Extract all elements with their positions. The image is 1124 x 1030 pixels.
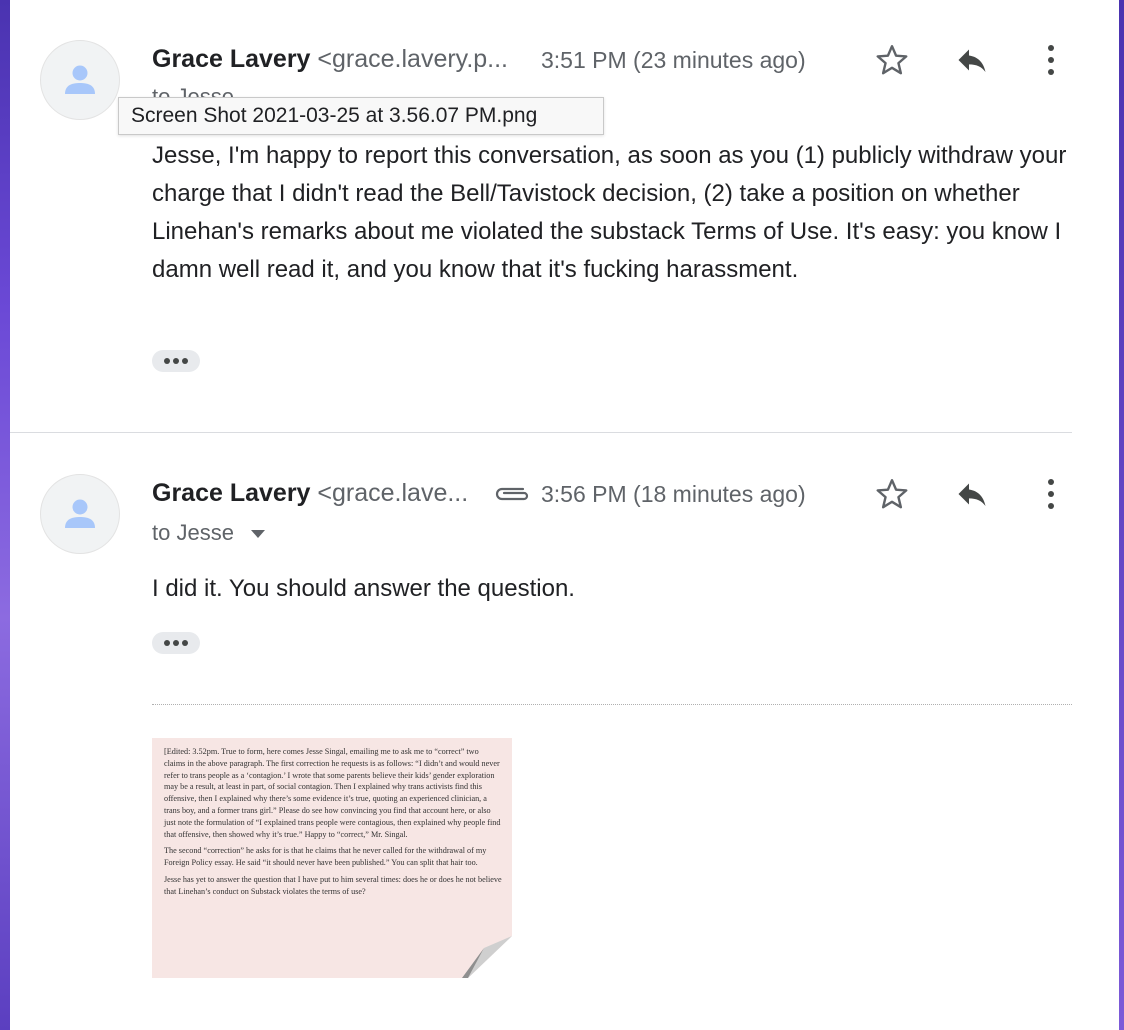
attachment-separator (152, 704, 1072, 705)
reply-icon (954, 42, 990, 78)
more-vert-icon (1046, 478, 1056, 510)
reply-button[interactable] (950, 38, 994, 82)
window-edge-left (0, 0, 10, 1030)
message-time: 3:51 PM (23 minutes ago) (541, 47, 806, 73)
more-vert-icon (1046, 44, 1056, 76)
star-icon (874, 476, 910, 512)
more-options-button[interactable] (1029, 38, 1073, 82)
message-body: Jesse, I'm happy to report this conversation, as soon as you (1) publicly withdraw your charge that I didn't read the Bell/Tavistock decision, (2) take a position on whether Linehan's remarks about me violated the substack Terms of Use. It's easy: you know I damn well read it, and you know that it's fucking harassment. (152, 142, 1067, 283)
reply-icon (954, 476, 990, 512)
show-trimmed-content-button[interactable] (152, 632, 200, 654)
paperclip-icon (493, 483, 531, 505)
email-thread-pane (10, 0, 1119, 1030)
message-divider (10, 432, 1072, 433)
preview-paragraph-3: Jesse has yet to answer the question that I have put to him several times: does he or does he not believe that Linehan’s conduct on Substack violates the terms of use? (164, 874, 502, 896)
sender[interactable] (152, 45, 508, 74)
attachment-indicator (490, 472, 534, 516)
sender-name: Grace Lavery (152, 479, 311, 507)
attachment-tooltip: Screen Shot 2021-03-25 at 3.56.07 PM.png (118, 97, 604, 135)
preview-paragraph-1: [Edited: 3.52pm. True to form, here comes Jesse Singal, emailing me to ask me to “correct” two claims in the above paragraph. The first correction he requests is as follows: “I didn’t and would never refer to trans people as a ‘contagion.’ I wrote that some parents believe their kids’ gender exploration may be a result, at least in part, of social contagion. Then I explained why trans activists find this offensive, then I explained why there’s some evidence it’s true, quoting an experienced clinician, a trans boy, and a former trans girl.” Please do see how convincing you find that account here, or also just note the formulation of “I explained trans people were contagious, then explained why people find that offensive, then showed why it’s true.” Happy to “correct,” Mr. Singal. (164, 747, 501, 839)
show-trimmed-content-button[interactable] (152, 350, 200, 372)
attachment-thumbnail[interactable] (152, 738, 512, 978)
person-icon (60, 60, 100, 100)
message-time: 3:56 PM (18 minutes ago) (541, 481, 806, 507)
star-icon (874, 42, 910, 78)
sender-name: Grace Lavery (152, 45, 311, 73)
sender-address: <grace.lavery.p... (317, 45, 509, 73)
star-button[interactable] (870, 38, 914, 82)
person-icon (60, 494, 100, 534)
avatar[interactable] (40, 40, 120, 120)
avatar[interactable] (40, 474, 120, 554)
recipient-text: to Jesse (152, 520, 234, 545)
star-button[interactable] (870, 472, 914, 516)
message-body: I did it. You should answer the question. (152, 575, 575, 602)
preview-paragraph-2: The second “correction” he asks for is that he claims that he never called for the withdrawal of my Foreign Policy essay. He said “it should never have been published.” You can split that hair too. (164, 846, 487, 868)
more-options-button[interactable] (1029, 472, 1073, 516)
recipient-line[interactable] (152, 520, 266, 546)
window-edge-right (1119, 0, 1124, 1030)
page-curl-icon (432, 936, 512, 978)
reply-button[interactable] (950, 472, 994, 516)
caret-down-icon[interactable] (250, 529, 266, 539)
sender[interactable] (152, 479, 468, 508)
sender-address: <grace.lave... (317, 479, 469, 507)
